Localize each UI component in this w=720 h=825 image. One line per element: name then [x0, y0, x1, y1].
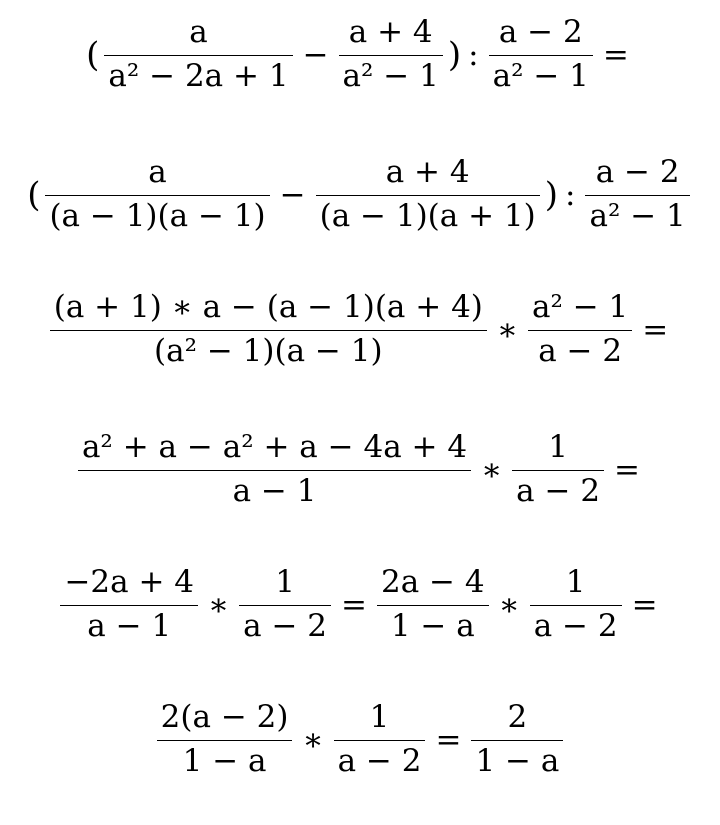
multiply-operator: ∗ — [481, 452, 503, 488]
numerator: 1 — [275, 564, 295, 601]
fraction-bar — [334, 740, 426, 741]
equals-operator: = — [341, 587, 367, 623]
fraction-bar — [78, 470, 471, 471]
fraction-bar — [60, 605, 198, 606]
denominator: a − 2 — [243, 608, 327, 644]
denominator: a² − 2a + 1 — [108, 58, 289, 94]
fraction-bar — [239, 605, 331, 606]
denominator: a − 1 — [87, 608, 172, 644]
equation-line-3 — [0, 275, 720, 385]
fraction-bar — [45, 195, 269, 196]
denominator: 1 − a — [182, 743, 267, 779]
numerator: 2 — [507, 699, 528, 736]
minus-operator: − — [302, 37, 329, 73]
fraction-bar — [585, 195, 689, 196]
numerator: a − 2 — [498, 14, 583, 51]
equation-line-6 — [0, 685, 720, 795]
fraction — [104, 15, 292, 94]
numerator: 2a − 4 — [380, 564, 485, 601]
multiply-operator: ∗ — [496, 312, 518, 348]
fraction — [45, 155, 269, 234]
equals-operator: = — [631, 587, 658, 623]
fraction — [377, 565, 489, 644]
denominator: 1 − a — [475, 743, 560, 779]
fraction — [316, 155, 540, 234]
fraction-bar — [528, 330, 632, 331]
numerator: (a + 1) ∗ a − (a − 1)(a + 4) — [53, 289, 483, 326]
numerator: 2(a − 2) — [160, 699, 289, 736]
denominator: (a − 1)(a − 1) — [49, 198, 266, 234]
denominator: (a² − 1)(a − 1) — [154, 333, 383, 369]
equals-operator: = — [614, 452, 641, 488]
numerator: a + 4 — [348, 14, 433, 51]
denominator: a − 2 — [533, 608, 618, 644]
numerator: a − 2 — [595, 154, 680, 191]
fraction — [334, 700, 426, 779]
denominator: a − 2 — [538, 333, 623, 369]
fraction-bar — [339, 55, 443, 56]
equation-line-5 — [0, 550, 720, 660]
fraction — [585, 155, 689, 234]
fraction-bar — [530, 605, 622, 606]
equals-operator: = — [642, 312, 669, 348]
numerator: a — [189, 14, 208, 51]
denominator: 1 − a — [390, 608, 475, 644]
numerator: 1 — [548, 429, 568, 466]
fraction — [239, 565, 331, 644]
multiply-operator: ∗ — [208, 587, 230, 623]
fraction — [530, 565, 622, 644]
equals-operator: = — [602, 37, 629, 73]
denominator: a − 1 — [232, 473, 317, 509]
denominator: a² − 1 — [589, 198, 686, 234]
equation-line-4 — [0, 415, 720, 525]
fraction — [60, 565, 198, 644]
fraction — [339, 15, 443, 94]
fraction-bar — [157, 740, 293, 741]
close-paren: ) — [544, 175, 559, 215]
equation-line-2 — [0, 140, 720, 250]
numerator: a — [148, 154, 167, 191]
fraction-bar — [50, 330, 487, 331]
numerator: a² − 1 — [531, 289, 629, 326]
fraction — [512, 430, 604, 509]
fraction — [528, 290, 632, 369]
minus-operator: − — [279, 177, 306, 213]
multiply-operator: ∗ — [302, 722, 324, 758]
open-paren: ( — [86, 35, 100, 75]
divide-operator: : — [565, 177, 576, 213]
denominator: a − 2 — [337, 743, 422, 779]
numerator: a² + a − a² + a − 4a + 4 — [81, 429, 468, 466]
open-paren: ( — [27, 175, 41, 215]
close-paren: ) — [447, 35, 462, 75]
divide-operator: : — [468, 37, 479, 73]
fraction-bar — [512, 470, 604, 471]
numerator: 1 — [565, 564, 586, 601]
denominator: a − 2 — [516, 473, 601, 509]
fraction-bar — [104, 55, 292, 56]
numerator: a + 4 — [385, 154, 470, 191]
fraction — [50, 290, 487, 369]
equation-line-1 — [0, 0, 720, 110]
fraction-bar — [377, 605, 489, 606]
equals-operator: = — [435, 722, 462, 758]
multiply-operator: ∗ — [498, 587, 520, 623]
numerator: −2a + 4 — [64, 564, 195, 601]
fraction — [157, 700, 293, 779]
denominator: (a − 1)(a + 1) — [319, 198, 536, 234]
fraction — [78, 430, 471, 509]
denominator: a² − 1 — [492, 58, 589, 94]
numerator: 1 — [369, 699, 390, 736]
fraction-bar — [316, 195, 540, 196]
denominator: a² − 1 — [342, 58, 439, 94]
fraction-bar — [489, 55, 593, 56]
fraction — [471, 700, 563, 779]
fraction-bar — [471, 740, 563, 741]
fraction — [489, 15, 593, 94]
